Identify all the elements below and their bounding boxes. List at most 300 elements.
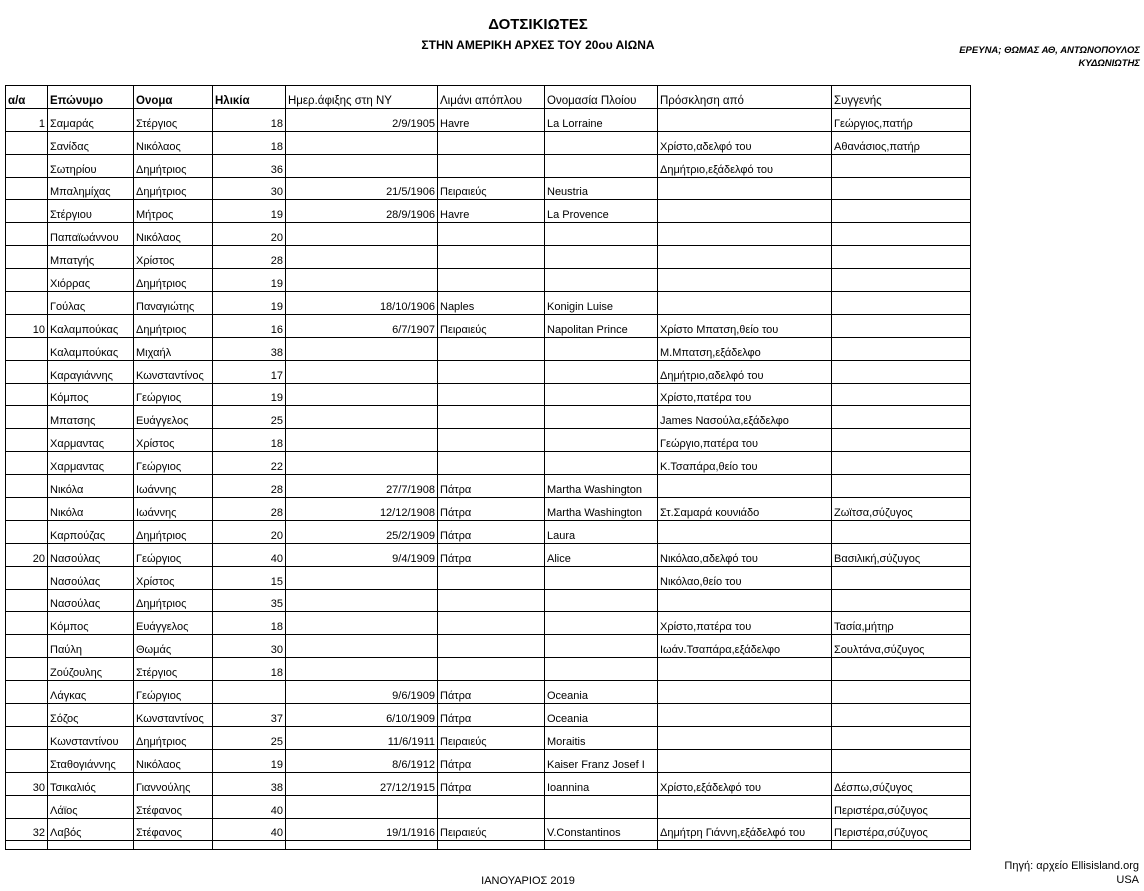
cell-aa: 20 [6, 543, 48, 566]
cell-aa [6, 749, 48, 772]
table-row [6, 635, 971, 658]
cell-departure-port [438, 795, 545, 818]
cell-invited-by: Ιωάν.Τσαπάρα,εξάδελφο [658, 635, 832, 658]
cell-invited-by: Δημήτριο,αδελφό του [658, 360, 832, 383]
cell-relative: Σουλτάνα,σύζυγος [832, 635, 971, 658]
cell-name: Ιωάννης [134, 475, 213, 498]
cell-arrival-date: 6/10/1909 [286, 704, 438, 727]
cell-age: 16 [213, 314, 286, 337]
cell-aa [6, 520, 48, 543]
cell-aa [6, 223, 48, 246]
cell-aa: 32 [6, 818, 48, 841]
cell-relative [832, 589, 971, 612]
footer-date: ΙΑΝΟΥΑΡΙΟΣ 2019 [481, 875, 575, 887]
cell-surname: Νικόλα [48, 498, 134, 521]
cell-surname: Λάγκας [48, 681, 134, 704]
table-row [6, 749, 971, 772]
cell-aa [6, 726, 48, 749]
cell-age: 30 [213, 635, 286, 658]
table-row [6, 360, 971, 383]
cell-age: 15 [213, 566, 286, 589]
cell-relative [832, 177, 971, 200]
cell-departure-port [438, 269, 545, 292]
table-row [6, 337, 971, 360]
cell-surname: Καρπούζας [48, 520, 134, 543]
cell-age: 28 [213, 246, 286, 269]
cell-invited-by: Νικόλαο,θείο του [658, 566, 832, 589]
table-row [6, 704, 971, 727]
cell-relative [832, 360, 971, 383]
table-row [6, 154, 971, 177]
cell-relative [832, 223, 971, 246]
table-row [6, 292, 971, 315]
cell-aa [6, 658, 48, 681]
cell-name: Ευάγγελος [134, 406, 213, 429]
cell-arrival-date [286, 269, 438, 292]
cell-invited-by: Χρίστο,εξάδελφό του [658, 772, 832, 795]
cell-ship-name [545, 406, 658, 429]
cell-relative [832, 658, 971, 681]
cell-surname: Κόμπος [48, 383, 134, 406]
cell-name: Δημήτριος [134, 520, 213, 543]
cell-name: Ιωάννης [134, 498, 213, 521]
cell-departure-port [438, 223, 545, 246]
cell-surname: Σταθογιάννης [48, 749, 134, 772]
cell-surname: Νασούλας [48, 589, 134, 612]
cell-relative [832, 246, 971, 269]
cell-departure-port: Πάτρα [438, 520, 545, 543]
cell-age: 28 [213, 498, 286, 521]
cell-name: Δημήτριος [134, 177, 213, 200]
cell-age: 19 [213, 200, 286, 223]
cell-age: 20 [213, 223, 286, 246]
col-header-surname: Επώνυμο [48, 86, 134, 109]
cell-aa [6, 131, 48, 154]
table-row [6, 772, 971, 795]
cell-departure-port [438, 566, 545, 589]
cell-arrival-date: 19/1/1916 [286, 818, 438, 841]
cell-name: Γεώργιος [134, 543, 213, 566]
cell-departure-port: Πάτρα [438, 498, 545, 521]
cell-arrival-date [286, 383, 438, 406]
cell-departure-port [438, 383, 545, 406]
cell-invited-by: Στ.Σαμαρά κουνιάδο [658, 498, 832, 521]
cell-departure-port: Havre [438, 108, 545, 131]
cell-name: Στέργιος [134, 658, 213, 681]
cell-surname: Σανίδας [48, 131, 134, 154]
cell-name: Ευάγγελος [134, 612, 213, 635]
cell-aa [6, 566, 48, 589]
cell-aa [6, 360, 48, 383]
cell-arrival-date: 9/6/1909 [286, 681, 438, 704]
cell-aa [6, 406, 48, 429]
cell-departure-port [438, 452, 545, 475]
cell-departure-port: Πάτρα [438, 681, 545, 704]
cell-aa: 10 [6, 314, 48, 337]
cell-departure-port [438, 246, 545, 269]
col-header-departure-port: Λιμάνι απόπλου [438, 86, 545, 109]
cell-relative [832, 749, 971, 772]
cell-arrival-date [286, 658, 438, 681]
table-row [6, 681, 971, 704]
cell-departure-port [438, 658, 545, 681]
cell-surname: Νικόλα [48, 475, 134, 498]
col-header-name: Ονομα [134, 86, 213, 109]
cell-name: Χρίστος [134, 246, 213, 269]
cell-aa [6, 269, 48, 292]
cell-arrival-date: 18/10/1906 [286, 292, 438, 315]
cell-name: Γιαννούλης [134, 772, 213, 795]
cell-invited-by: Χρίστο,πατέρα του [658, 383, 832, 406]
cell-aa: 30 [6, 772, 48, 795]
cell-surname: Καλαμπούκας [48, 337, 134, 360]
table-row [6, 566, 971, 589]
cell-age: 19 [213, 749, 286, 772]
cell-age: 38 [213, 337, 286, 360]
research-credit-line1: ΕΡΕΥΝΑ; ΘΩΜΑΣ ΑΘ, ΑΝΤΩΝΟΠΟΥΛΟΣ [959, 45, 1140, 56]
cell-empty [48, 841, 134, 850]
table-row [6, 658, 971, 681]
source-line1: Πηγή: αρχείο Ellisisland.org [1004, 860, 1139, 872]
cell-relative [832, 429, 971, 452]
cell-ship-name [545, 429, 658, 452]
cell-surname: Κωνσταντίνου [48, 726, 134, 749]
cell-age: 40 [213, 818, 286, 841]
table-row [6, 795, 971, 818]
cell-arrival-date [286, 429, 438, 452]
cell-ship-name [545, 452, 658, 475]
cell-invited-by [658, 749, 832, 772]
cell-aa [6, 612, 48, 635]
cell-relative [832, 566, 971, 589]
cell-relative [832, 704, 971, 727]
cell-surname: Μπατσης [48, 406, 134, 429]
cell-name: Νικόλαος [134, 223, 213, 246]
cell-invited-by [658, 200, 832, 223]
table-row [6, 543, 971, 566]
cell-ship-name: Martha Washington [545, 498, 658, 521]
cell-invited-by: James Νασούλα,εξάδελφο [658, 406, 832, 429]
cell-relative: Ζωϊτσα,σύζυγος [832, 498, 971, 521]
cell-departure-port [438, 635, 545, 658]
cell-relative: Περιστέρα,σύζυγος [832, 795, 971, 818]
cell-departure-port [438, 612, 545, 635]
cell-surname: Χιόρρας [48, 269, 134, 292]
cell-ship-name: Alice [545, 543, 658, 566]
table-row [6, 314, 971, 337]
cell-age: 18 [213, 108, 286, 131]
cell-ship-name [545, 131, 658, 154]
cell-ship-name: Ioannina [545, 772, 658, 795]
source-credit [1004, 859, 1139, 887]
cell-surname: Ζούζουλης [48, 658, 134, 681]
table-row [6, 406, 971, 429]
cell-age: 18 [213, 429, 286, 452]
cell-name: Στέφανος [134, 795, 213, 818]
cell-aa [6, 498, 48, 521]
cell-arrival-date: 9/4/1909 [286, 543, 438, 566]
cell-arrival-date [286, 360, 438, 383]
cell-ship-name: Napolitan Prince [545, 314, 658, 337]
cell-name: Στέφανος [134, 818, 213, 841]
cell-age: 19 [213, 269, 286, 292]
cell-ship-name [545, 635, 658, 658]
cell-ship-name [545, 154, 658, 177]
cell-relative [832, 292, 971, 315]
cell-aa [6, 292, 48, 315]
cell-relative [832, 475, 971, 498]
cell-name: Νικόλαος [134, 131, 213, 154]
emigrants-table [5, 85, 971, 850]
cell-invited-by: Νικόλαο,αδελφό του [658, 543, 832, 566]
cell-name: Δημήτριος [134, 589, 213, 612]
cell-surname: Μπαλημίχας [48, 177, 134, 200]
cell-aa: 1 [6, 108, 48, 131]
cell-relative [832, 337, 971, 360]
cell-ship-name: V.Constantinos [545, 818, 658, 841]
cell-ship-name [545, 223, 658, 246]
cell-empty [438, 841, 545, 850]
col-header-aa: α/α [6, 86, 48, 109]
cell-aa [6, 429, 48, 452]
table-row [6, 108, 971, 131]
table-row [6, 383, 971, 406]
cell-arrival-date: 12/12/1908 [286, 498, 438, 521]
cell-departure-port [438, 131, 545, 154]
cell-arrival-date [286, 452, 438, 475]
cell-surname: Λάϊος [48, 795, 134, 818]
cell-name: Δημήτριος [134, 154, 213, 177]
table-row [6, 589, 971, 612]
cell-aa [6, 452, 48, 475]
cell-arrival-date [286, 635, 438, 658]
cell-ship-name: La Lorraine [545, 108, 658, 131]
cell-arrival-date [286, 131, 438, 154]
cell-departure-port: Πειραιεύς [438, 726, 545, 749]
cell-departure-port: Πάτρα [438, 475, 545, 498]
cell-ship-name [545, 383, 658, 406]
cell-age: 18 [213, 131, 286, 154]
cell-name: Γεώργιος [134, 383, 213, 406]
table-row [6, 429, 971, 452]
cell-arrival-date: 27/12/1915 [286, 772, 438, 795]
cell-invited-by [658, 704, 832, 727]
cell-name: Μιχαήλ [134, 337, 213, 360]
cell-relative: Τασία,μήτηρ [832, 612, 971, 635]
table-row [6, 520, 971, 543]
cell-empty [545, 841, 658, 850]
cell-relative [832, 681, 971, 704]
cell-aa [6, 246, 48, 269]
cell-arrival-date: 25/2/1909 [286, 520, 438, 543]
cell-age: 37 [213, 704, 286, 727]
cell-arrival-date [286, 795, 438, 818]
cell-relative [832, 452, 971, 475]
table-row [6, 131, 971, 154]
cell-age: 28 [213, 475, 286, 498]
cell-empty [6, 841, 48, 850]
cell-arrival-date: 28/9/1906 [286, 200, 438, 223]
cell-age: 25 [213, 726, 286, 749]
cell-surname: Κόμπος [48, 612, 134, 635]
cell-relative [832, 269, 971, 292]
table-row [6, 452, 971, 475]
col-header-age: Ηλικία [213, 86, 286, 109]
cell-age: 19 [213, 292, 286, 315]
cell-surname: Καραγιάννης [48, 360, 134, 383]
source-line2: USA [1116, 874, 1139, 886]
cell-invited-by [658, 246, 832, 269]
cell-relative: Γεώργιος,πατήρ [832, 108, 971, 131]
cell-ship-name: Neustria [545, 177, 658, 200]
cell-name: Γεώργιος [134, 452, 213, 475]
page-subtitle: ΣΤΗΝ ΑΜΕΡΙΚΗ ΑΡΧΕΣ ΤΟΥ 20ου ΑΙΩΝΑ [421, 38, 655, 52]
cell-name: Κωνσταντίνος [134, 704, 213, 727]
cell-surname: Χαρμαντας [48, 429, 134, 452]
cell-departure-port [438, 337, 545, 360]
cell-departure-port: Πειραιεύς [438, 818, 545, 841]
cell-age: 17 [213, 360, 286, 383]
cell-surname: Στέργιου [48, 200, 134, 223]
cell-relative: Περιστέρα,σύζυγος [832, 818, 971, 841]
cell-arrival-date [286, 223, 438, 246]
cell-aa [6, 177, 48, 200]
table-row [6, 498, 971, 521]
cell-arrival-date [286, 589, 438, 612]
cell-name: Κωνσταντίνος [134, 360, 213, 383]
cell-aa [6, 154, 48, 177]
table-row [6, 223, 971, 246]
cell-ship-name [545, 269, 658, 292]
cell-departure-port: Havre [438, 200, 545, 223]
cell-relative [832, 200, 971, 223]
cell-arrival-date: 8/6/1912 [286, 749, 438, 772]
cell-age [213, 681, 286, 704]
cell-invited-by [658, 223, 832, 246]
cell-ship-name: La Provence [545, 200, 658, 223]
cell-invited-by [658, 681, 832, 704]
cell-name: Δημήτριος [134, 726, 213, 749]
col-header-invited-by: Πρόσκληση από [658, 86, 832, 109]
cell-arrival-date [286, 612, 438, 635]
cell-ship-name [545, 360, 658, 383]
table-row [6, 177, 971, 200]
cell-age: 40 [213, 543, 286, 566]
cell-arrival-date: 6/7/1907 [286, 314, 438, 337]
cell-invited-by [658, 589, 832, 612]
cell-ship-name: Martha Washington [545, 475, 658, 498]
cell-empty [286, 841, 438, 850]
cell-aa [6, 383, 48, 406]
cell-invited-by [658, 475, 832, 498]
cell-empty [832, 841, 971, 850]
cell-invited-by [658, 726, 832, 749]
cell-invited-by [658, 520, 832, 543]
cell-surname: Σωτηρίου [48, 154, 134, 177]
cell-name: Γεώργιος [134, 681, 213, 704]
cell-departure-port: Πάτρα [438, 772, 545, 795]
cell-invited-by: Δημήτριο,εξάδελφό του [658, 154, 832, 177]
table-row [6, 726, 971, 749]
cell-surname: Παύλη [48, 635, 134, 658]
cell-ship-name: Laura [545, 520, 658, 543]
cell-surname: Παπαϊωάννου [48, 223, 134, 246]
cell-name: Χρίστος [134, 429, 213, 452]
cell-ship-name [545, 337, 658, 360]
cell-ship-name [545, 589, 658, 612]
cell-departure-port [438, 406, 545, 429]
cell-ship-name [545, 246, 658, 269]
cell-arrival-date [286, 246, 438, 269]
cell-invited-by [658, 292, 832, 315]
cell-surname: Τσικαλιός [48, 772, 134, 795]
cell-aa [6, 704, 48, 727]
research-credit [959, 44, 1140, 70]
cell-invited-by [658, 177, 832, 200]
cell-invited-by [658, 795, 832, 818]
cell-age: 38 [213, 772, 286, 795]
cell-surname: Σόζος [48, 704, 134, 727]
cell-ship-name [545, 566, 658, 589]
cell-invited-by [658, 269, 832, 292]
table-row [6, 246, 971, 269]
cell-invited-by [658, 658, 832, 681]
col-header-arrival-date: Ημερ.άφιξης στη ΝΥ [286, 86, 438, 109]
cell-invited-by: Μ.Μπατση,εξάδελφο [658, 337, 832, 360]
table-row [6, 612, 971, 635]
cell-ship-name: Kaiser Franz Josef I [545, 749, 658, 772]
cell-ship-name: Moraitis [545, 726, 658, 749]
col-header-ship-name: Ονομασία Πλοίου [545, 86, 658, 109]
cell-relative [832, 314, 971, 337]
cell-ship-name [545, 612, 658, 635]
cell-arrival-date [286, 406, 438, 429]
cell-age: 19 [213, 383, 286, 406]
cell-name: Στέργιος [134, 108, 213, 131]
page-title: ΔΟΤΣΙΚΙΩΤΕΣ [488, 16, 588, 33]
cell-aa [6, 681, 48, 704]
cell-invited-by: Χρίστο,αδελφό του [658, 131, 832, 154]
cell-empty [658, 841, 832, 850]
table-row [6, 200, 971, 223]
cell-surname: Χαρμαντας [48, 452, 134, 475]
cell-departure-port: Naples [438, 292, 545, 315]
cell-invited-by: Χρίστο Μπατση,θείο του [658, 314, 832, 337]
cell-aa [6, 200, 48, 223]
cell-invited-by: Χρίστο,πατέρα του [658, 612, 832, 635]
cell-departure-port: Πειραιεύς [438, 314, 545, 337]
table-row-empty [6, 841, 971, 850]
cell-surname: Μπατγής [48, 246, 134, 269]
cell-relative: Βασιλική,σύζυγος [832, 543, 971, 566]
cell-age: 35 [213, 589, 286, 612]
cell-departure-port: Πάτρα [438, 543, 545, 566]
cell-invited-by: Κ.Τσαπάρα,θείο του [658, 452, 832, 475]
table-header-row [6, 86, 971, 109]
cell-empty [134, 841, 213, 850]
cell-arrival-date: 2/9/1905 [286, 108, 438, 131]
cell-surname: Νασούλας [48, 543, 134, 566]
cell-arrival-date: 27/7/1908 [286, 475, 438, 498]
cell-name: Χρίστος [134, 566, 213, 589]
cell-age: 40 [213, 795, 286, 818]
cell-departure-port: Πάτρα [438, 704, 545, 727]
cell-age: 36 [213, 154, 286, 177]
cell-arrival-date [286, 566, 438, 589]
cell-name: Παναγιώτης [134, 292, 213, 315]
cell-aa [6, 589, 48, 612]
cell-relative [832, 520, 971, 543]
